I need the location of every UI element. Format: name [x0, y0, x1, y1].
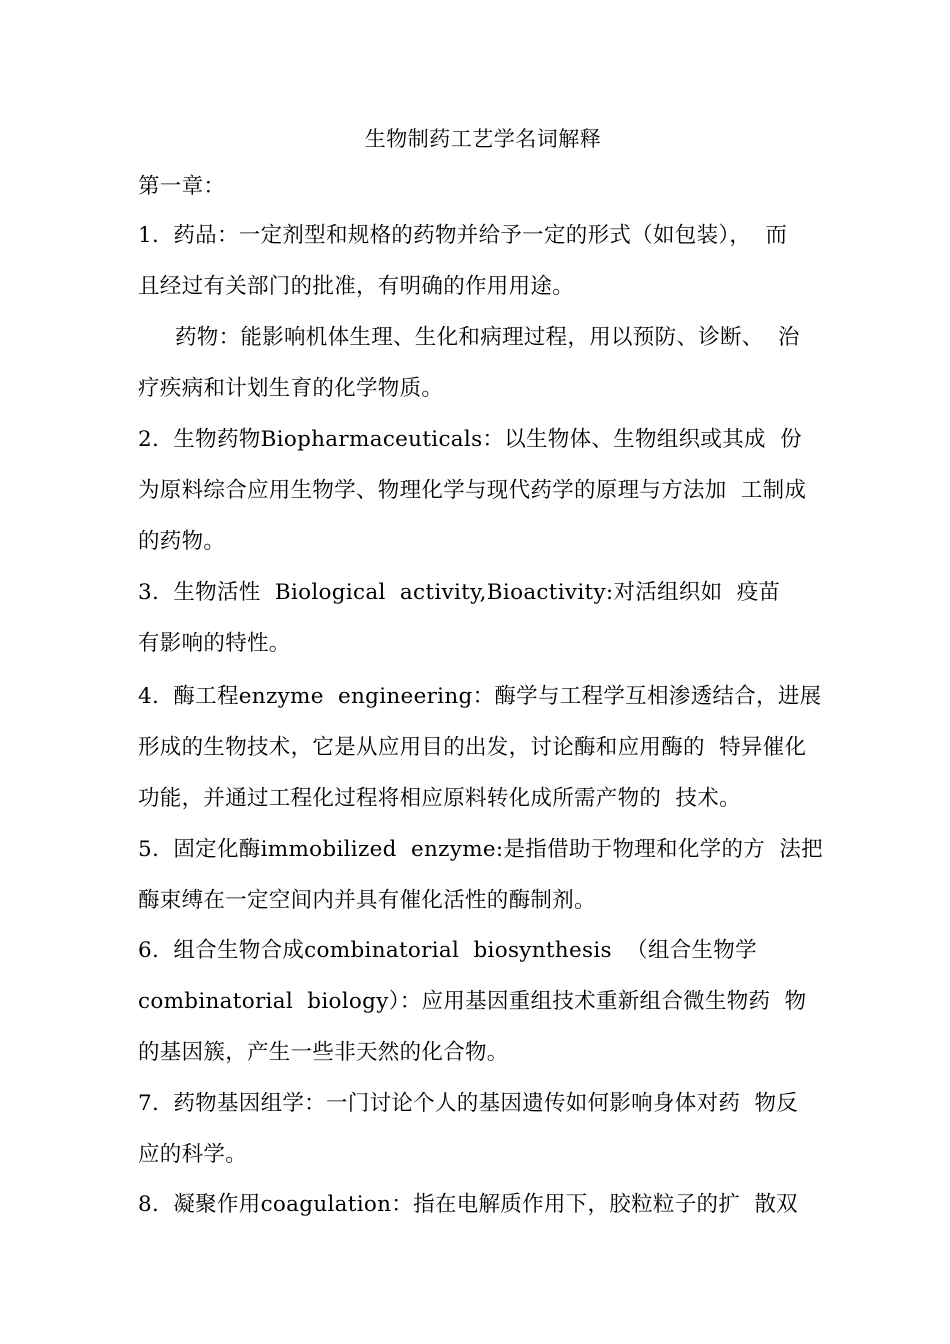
text-line: 的药物。 [138, 529, 226, 554]
text-line: 5. 固定化酶immobilized enzyme:是指借助于物理和化学的方 法把 [138, 837, 823, 862]
text-line: 4. 酶工程enzyme engineering：酶学与工程学互相渗透结合，进展 [138, 684, 822, 709]
text-line: 2. 生物药物Biopharmaceuticals：以生物体、生物组织或其成 份 [138, 427, 802, 452]
text-line: 且经过有关部门的批准，有明确的作用用途。 [138, 274, 575, 299]
chapter-heading: 第一章： [138, 174, 226, 199]
text-line: 应的科学。 [138, 1142, 248, 1167]
text-line: 7. 药物基因组学：一门讨论个人的基因遗传如何影响身体对药 物反 [138, 1091, 799, 1116]
text-line: 为原料综合应用生物学、物理化学与现代药学的原理与方法加 工制成 [138, 478, 807, 503]
text-line: 药物：能影响机体生理、生化和病理过程，用以预防、诊断、 治 [175, 325, 800, 350]
document-title: 生物制药工艺学名词解释 [364, 127, 602, 151]
text-line: combinatorial biology）：应用基因重组技术重新组合微生物药 物 [138, 989, 807, 1014]
text-line: 的基因簇，产生一些非天然的化合物。 [138, 1040, 509, 1065]
text-line: 疗疾病和计划生育的化学物质。 [138, 376, 444, 401]
text-line: 6. 组合生物合成combinatorial biosynthesis （组合生物学 [138, 938, 757, 963]
text-line: 功能，并通过工程化过程将相应原料转化成所需产物的 技术。 [138, 786, 741, 811]
text-line: 形成的生物技术，它是从应用目的出发，讨论酶和应用酶的 特异催化 [138, 735, 807, 760]
text-line: 有影响的特性。 [138, 631, 291, 656]
text-line: 3. 生物活性 Biological activity,Bioactivity:对活组织如 疫苗 [138, 580, 781, 605]
text-line: 8. 凝聚作用coagulation：指在电解质作用下，胶粒粒子的扩 散双 [138, 1192, 798, 1217]
text-line: 1. 药品：一定剂型和规格的药物并给予一定的形式（如包装）， 而 [138, 223, 788, 248]
text-line: 酶束缚在一定空间内并具有催化活性的酶制剂。 [138, 888, 596, 913]
